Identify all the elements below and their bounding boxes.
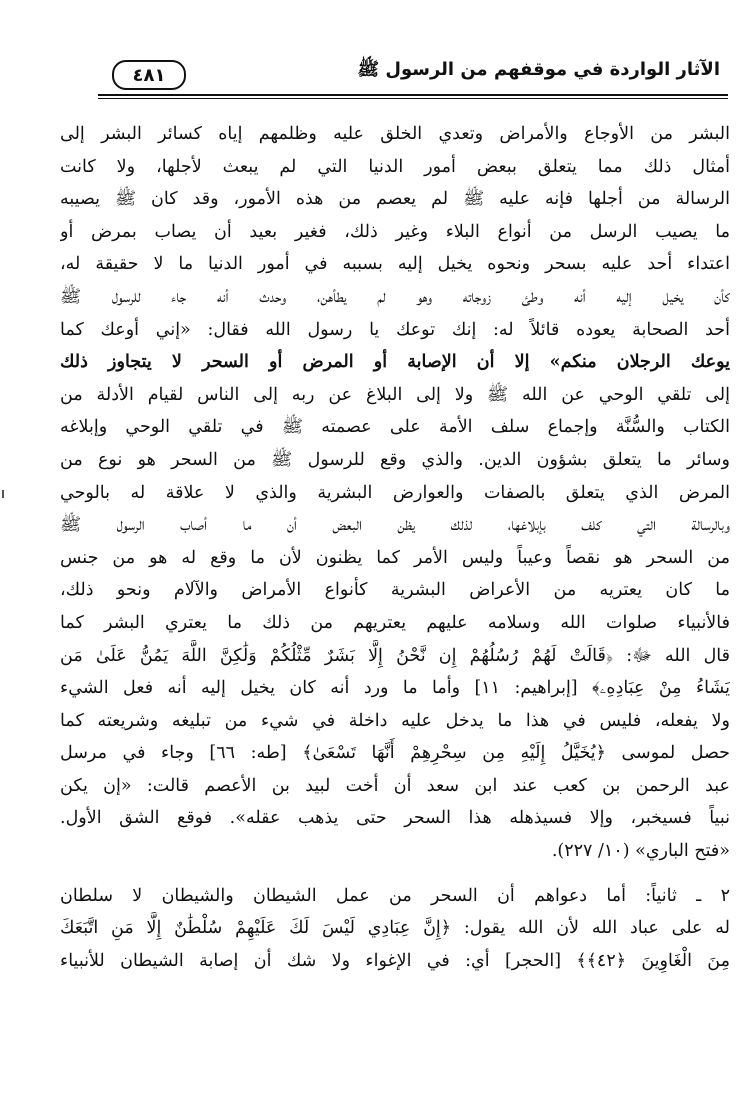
page-number-badge <box>112 60 186 90</box>
text-line: نبياً فسيخبر، وإلا فسيذهله هذا السحر حتى يذهب عقله». فوقع الشق الأول. <box>60 808 730 829</box>
text-line: وبالرسالة التي كلف بإبلاغها، لذلك يظن البعض أن ما أصاب الرسول ﷺ <box>60 515 730 536</box>
text-line: من السحر هو نقصاً وعيباً وليس الأمر كما يظنون لأن ما وقع له هو من جنس <box>60 547 730 568</box>
text-line: الكتاب والسُّنَّة وإجماع سلف الأمة على عصمته ﷺ في تلقي الوحي وإبلاغه <box>60 417 730 438</box>
text-line-quran: قال الله ﷻ: ﴿قَالَتْ لَهُمْ رُسُلُهُمْ إِن نَّحْنُ إِلَّا بَشَرٌ مِّثْلُكُمْ وَلَٰكِنَّ اللَّهَ يَمُنُّ عَلَىٰ مَن <box>60 645 730 666</box>
text-line: عبد الرحمن بن كعب عند ابن سعد أن أخت لبيد بن الأعصم قالت: «إن يكن <box>60 775 730 796</box>
paragraph-2 <box>60 880 730 978</box>
text-line: ما كان يعتريه من الأعراض البشرية كأنواع الأمراض والآلام ونحو ذلك، <box>60 580 730 601</box>
scan-edge-mark <box>2 490 4 498</box>
text-line: إلى تلقي الوحي عن الله ﷺ ولا إلى البلاغ عن ربه إلى الناس لقيام الأدلة من <box>60 384 730 405</box>
text-line: البشر من الأوجاع والأمراض وتعدي الخلق عليه وظلمهم إياه كسائر البشر إلى <box>60 124 730 144</box>
text-line-citation: «فتح الباري» (١٠/ ٢٢٧). <box>551 841 730 862</box>
text-line: كأن يخيل إليه أنه وطئ زوجاته وهو لم يطأهن، وحدث أنه جاء للرسول ﷺ <box>60 286 730 307</box>
text-line: أحد الصحابة يعوده قائلاً له: إنك توعك يا رسول الله فقال: «إني أوعك كما <box>60 319 730 340</box>
text-line: وسائر ما يتعلق بشؤون الدين. والذي وقع للرسول ﷺ من السحر هو نوع من <box>60 449 730 470</box>
text-line: فالأنبياء صلوات الله وسلامه عليهم يعتريهم من ذلك ما يعتري البشر كما <box>60 612 730 633</box>
text-line: اعتداء أحد عليه بسحر ونحوه يخيل إليه بسببه في أمور الدنيا ما لا حقيقة له، <box>60 254 730 275</box>
text-line-quran: حصل لموسى ﴿يُخَيَّلُ إِلَيْهِ مِن سِحْرِهِمْ أَنَّهَا تَسْعَىٰ﴾ [طه: ٦٦] وجاء في مرسل <box>60 743 730 764</box>
text-line-quran: مِنَ الْغَاوِينَ ﴿٤٢﴾﴾ [الحجر] أي: في الإغواء ولا شك أن إصابة الشيطان للأنبياء <box>60 950 730 971</box>
body-text <box>60 118 730 977</box>
text-line: أمثال ذلك مما يتعلق ببعض أمور الدنيا التي لم يبعث لأجلها، ولا كانت <box>60 156 730 177</box>
text-line: ولا يفعله، فليس في هذا ما يدخل عليه داخلة في شيء من تبليغه وشريعته كما <box>60 710 730 731</box>
running-title: الآثار الواردة في موقفهم من الرسول ﷺ <box>357 59 720 80</box>
text-line-section-start: ٢ ـ ثانياً: أما دعواهم أن السحر من عمل الشيطان والشيطان لا سلطان <box>60 885 730 906</box>
header-rule-thick <box>98 94 728 96</box>
text-line-quran: يَشَاءُ مِنْ عِبَادِهِۦ﴾ [إبراهيم: ١١] وأما ما ورد أنه كان يخيل إليه أنه فعل الشيء <box>60 678 730 699</box>
text-line-quran: له على عباد الله لأن الله يقول: ﴿إِنَّ عِبَادِي لَيْسَ لَكَ عَلَيْهِمْ سُلْطَٰنٌ إِلَّا مَنِ اتَّبَعَكَ <box>60 918 730 939</box>
text-line: الرسالة من أجلها فإنه عليه ﷺ لم يعصم من هذه الأمور، وقد كان ﷺ يصيبه <box>60 189 730 210</box>
header-rule-thin <box>98 98 728 99</box>
page-header <box>98 54 728 104</box>
text-line: ما يصيب الرسل من أنواع البلاء وغير ذلك، فغير بعيد أن يصاب بمرض أو <box>60 221 730 242</box>
page-number: ٤٨١ <box>132 64 166 86</box>
text-line: المرض الذي يتعلق بالصفات والعوارض البشرية والذي لا علاقة له بالوحي <box>60 482 730 503</box>
paragraph-1 <box>60 118 730 868</box>
text-line-hadith: يوعك الرجلان منكم» إلا أن الإصابة أو المرض أو السحر لا يتجاوز ذلك <box>60 352 730 373</box>
